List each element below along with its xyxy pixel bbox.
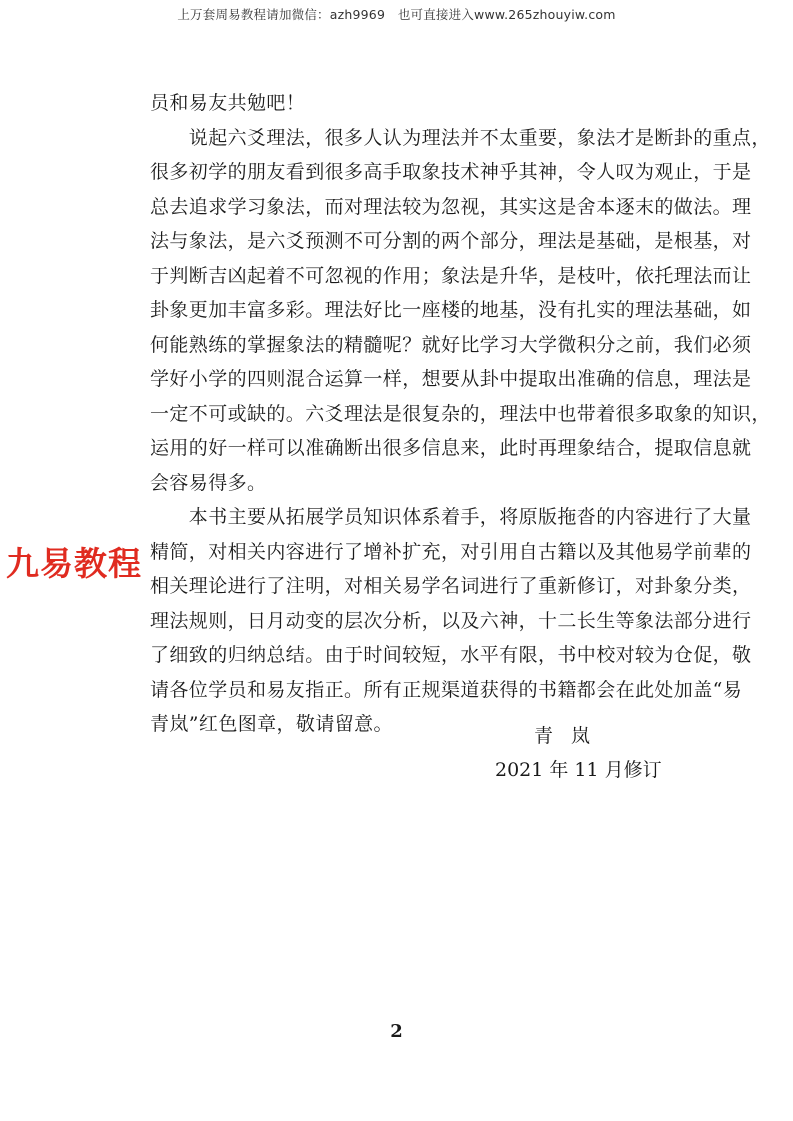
text-line: 青岚”红色图章，敬请留意。 (150, 713, 393, 735)
side-brand-watermark: 九易教程 (6, 544, 142, 583)
text-line: 运用的好一样可以准确断出很多信息来，此时再理象结合，提取信息就 (150, 437, 752, 459)
text-line: 于判断吉凶起着不可忽视的作用；象法是升华，是枝叶，依托理法而让 (150, 264, 752, 287)
text-line: 总去追求学习象法，而对理法较为忽视，其实这是舍本逐末的做法。理 (150, 195, 752, 218)
text-line: 说起六爻理法，很多人认为理法并不太重要，象法才是断卦的重点， (150, 126, 771, 149)
text-line: 请各位学员和易友指正。所有正规渠道获得的书籍都会在此处加盖“易 (150, 678, 743, 701)
text-line: 法与象法，是六爻预测不可分割的两个部分，理法是基础，是根基，对 (150, 230, 752, 252)
text-line: 学好小学的四则混合运算一样，想要从卦中提取出准确的信息，理法是 (150, 368, 752, 390)
author-signature: 青 岚 (534, 725, 597, 747)
page-number: 2 (390, 1021, 403, 1042)
text-line: 员和易友共勉吧！ (150, 92, 306, 114)
text-line: 卦象更加丰富多彩。理法好比一座楼的地基，没有扎实的理法基础，如 (150, 299, 752, 321)
text-line: 一定不可或缺的。六爻理法是很复杂的，理法中也带着很多取象的知识， (150, 402, 771, 425)
text-line: 相关理论进行了注明，对相关易学名词进行了重新修订，对卦象分类， (150, 575, 752, 597)
text-line: 理法规则，日月动变的层次分析，以及六神，十二长生等象法部分进行 (150, 609, 752, 632)
body-text (150, 86, 771, 742)
text-line: 本书主要从拓展学员知识体系着手，将原版拖沓的内容进行了大量 (150, 506, 752, 528)
revision-date: 2021 年 11 月修订 (495, 759, 662, 781)
text-line: 何能熟练的掌握象法的精髓呢？就好比学习大学微积分之前，我们必须 (150, 333, 752, 356)
text-line: 了细致的归纳总结。由于时间较短，水平有限，书中校对较为仓促，敬 (150, 644, 752, 666)
text-line: 很多初学的朋友看到很多高手取象技术神乎其神，令人叹为观止，于是 (150, 161, 752, 183)
header-watermark: 上万套周易教程请加微信：azh9969 也可直接进入www.265zhouyiw.com (177, 7, 616, 22)
text-line: 精简，对相关内容进行了增补扩充，对引用自古籍以及其他易学前辈的 (150, 540, 752, 563)
text-line: 会容易得多。 (150, 471, 267, 494)
